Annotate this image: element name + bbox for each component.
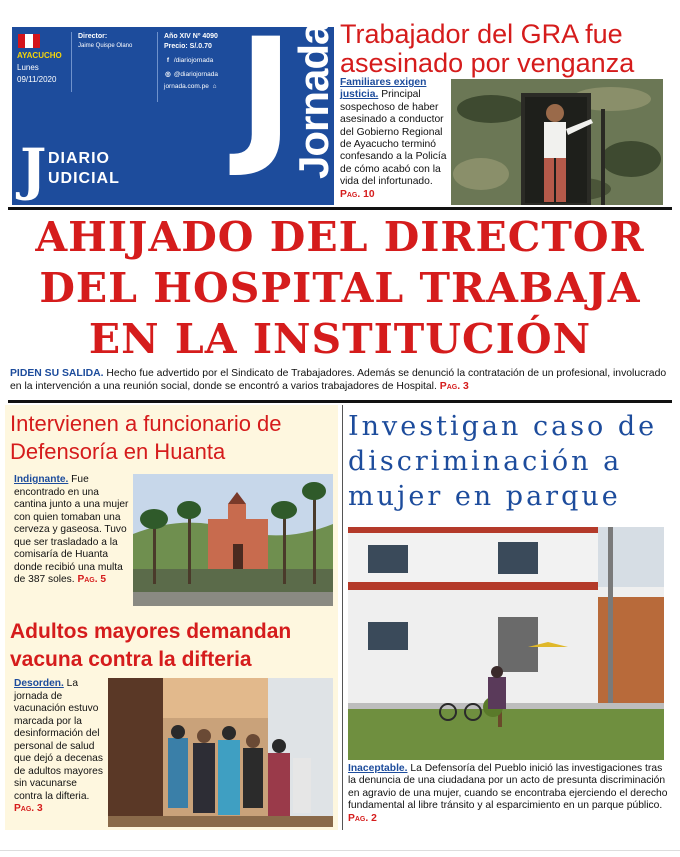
main-headline-line: AHIJADO DEL DIRECTOR (35, 213, 645, 261)
brand-name: Jornada (290, 22, 337, 179)
adultos-headline[interactable]: Adultos mayores demandan vacuna contra la difteria (10, 620, 292, 671)
main-story-body: Hecho fue advertido por el Sindicato de Trabajadores. Además se denunció la contratación de un profesional, involucrado en la intervención a una reunión social, donde se encontró a varios trabajadores de Hospital. (10, 368, 667, 392)
edition-number: Año XIV Nº 4090 (164, 33, 218, 40)
masthead-day: Lunes (17, 63, 39, 72)
investigan-body: La Defensoría del Pueblo inició las investigaciones tras la denuncia de una ciudadana por un acto de presunta discriminación en agravio de una mujer, cuando se encontraba ejerciendo el derecho fundamental al libre tránsito y al esparcimiento en un parque público. (348, 763, 668, 812)
masthead-divider (71, 32, 72, 92)
funcionario-body: Fue encontrado en una cantina junto a una mujer con quien tomaban una cerveza y gaseosa. Tuvo que ser trasladado a la comisaría de Huanta donde recibió una multa de 387 soles. (14, 474, 129, 585)
logo-word-judicial: UDICIAL (48, 170, 120, 187)
investigan-summary (348, 763, 673, 825)
social-handle: @diariojornada (173, 71, 218, 78)
funcionario-kicker: Indignante. (14, 474, 69, 485)
director-name: Jaime Quispe Olano (78, 43, 133, 49)
photo-house-and-park (348, 527, 664, 760)
top-story-body: Principal sospechoso de haber asesinado a conductor del Gobierno Regional de Ayacucho terminó confesando a la Policía de cómo acabó con la vida del infortunado. (340, 89, 447, 188)
web-icon: ⌂ (212, 83, 217, 90)
top-story-kicker: Familiares exigen justicia. (340, 77, 427, 101)
section-rule (8, 400, 672, 403)
adultos-summary (14, 678, 106, 816)
photo-huanta-plaza (133, 474, 333, 606)
adultos-page: Pag. 3 (14, 803, 43, 814)
funcionario-page: Pag. 5 (77, 574, 107, 585)
top-story-page: Pag. 10 (340, 188, 375, 200)
logo-j-glyph: J (20, 137, 47, 203)
masthead-city: AYACUCHO (17, 51, 62, 60)
masthead-date: 09/11/2020 (17, 75, 57, 84)
main-headline[interactable] (8, 212, 672, 365)
masthead-divider (157, 32, 158, 102)
price: Precio: S/.0.70 (164, 43, 212, 50)
director-label: Director: (78, 33, 108, 40)
brand-big-j: J (238, 7, 294, 181)
investigan-headline[interactable]: Investigan caso de discriminación a mujer en parque (348, 411, 658, 512)
investigan-page: Pag. 2 (348, 812, 377, 824)
investigan-kicker: Inaceptable. (348, 763, 408, 774)
funcionario-photo[interactable] (133, 474, 333, 606)
masthead (12, 7, 337, 205)
web-address: jornada.com.pe (164, 83, 209, 90)
facebook-icon: f (166, 57, 170, 64)
main-headline-line: DEL HOSPITAL TRABAJA (39, 264, 641, 312)
adultos-kicker: Desorden. (14, 678, 64, 689)
main-story-lead: PIDEN SU SALIDA. (10, 368, 104, 379)
funcionario-headline[interactable]: Intervienen a funcionario de Defensoría en Huanta (10, 411, 282, 464)
peru-flag-icon (18, 34, 40, 48)
adultos-body: La jornada de vacunación estuvo marcada por la desinformación del personal de salud que dejó a decenas de adultos mayores sin vacunarse contra la difteria. (14, 678, 103, 802)
instagram-icon: ◎ (165, 71, 171, 78)
top-story-summary (340, 77, 448, 201)
logo-word-diario: DIARIO (48, 150, 110, 167)
top-story-photo[interactable] (451, 79, 663, 205)
social-web[interactable] (164, 83, 219, 90)
social-facebook[interactable] (164, 57, 213, 64)
top-story-headline[interactable]: Trabajador del GRA fue asesinado por venganza (340, 19, 635, 78)
column-divider (342, 405, 343, 830)
main-story-summary (10, 367, 670, 393)
main-story-page: Pag. 3 (439, 381, 469, 392)
adultos-photo[interactable] (108, 678, 333, 827)
social-handle: /diariojornada (173, 57, 214, 64)
bottom-edge (0, 850, 680, 851)
main-headline-line: EN LA INSTITUCIÓN (88, 315, 592, 363)
funcionario-summary (14, 474, 132, 587)
photo-vaccination-queue (108, 678, 333, 827)
social-instagram[interactable] (164, 70, 218, 78)
section-rule (8, 207, 672, 210)
photo-man-by-camouflage-vehicle (451, 79, 663, 205)
investigan-photo[interactable] (348, 527, 664, 760)
